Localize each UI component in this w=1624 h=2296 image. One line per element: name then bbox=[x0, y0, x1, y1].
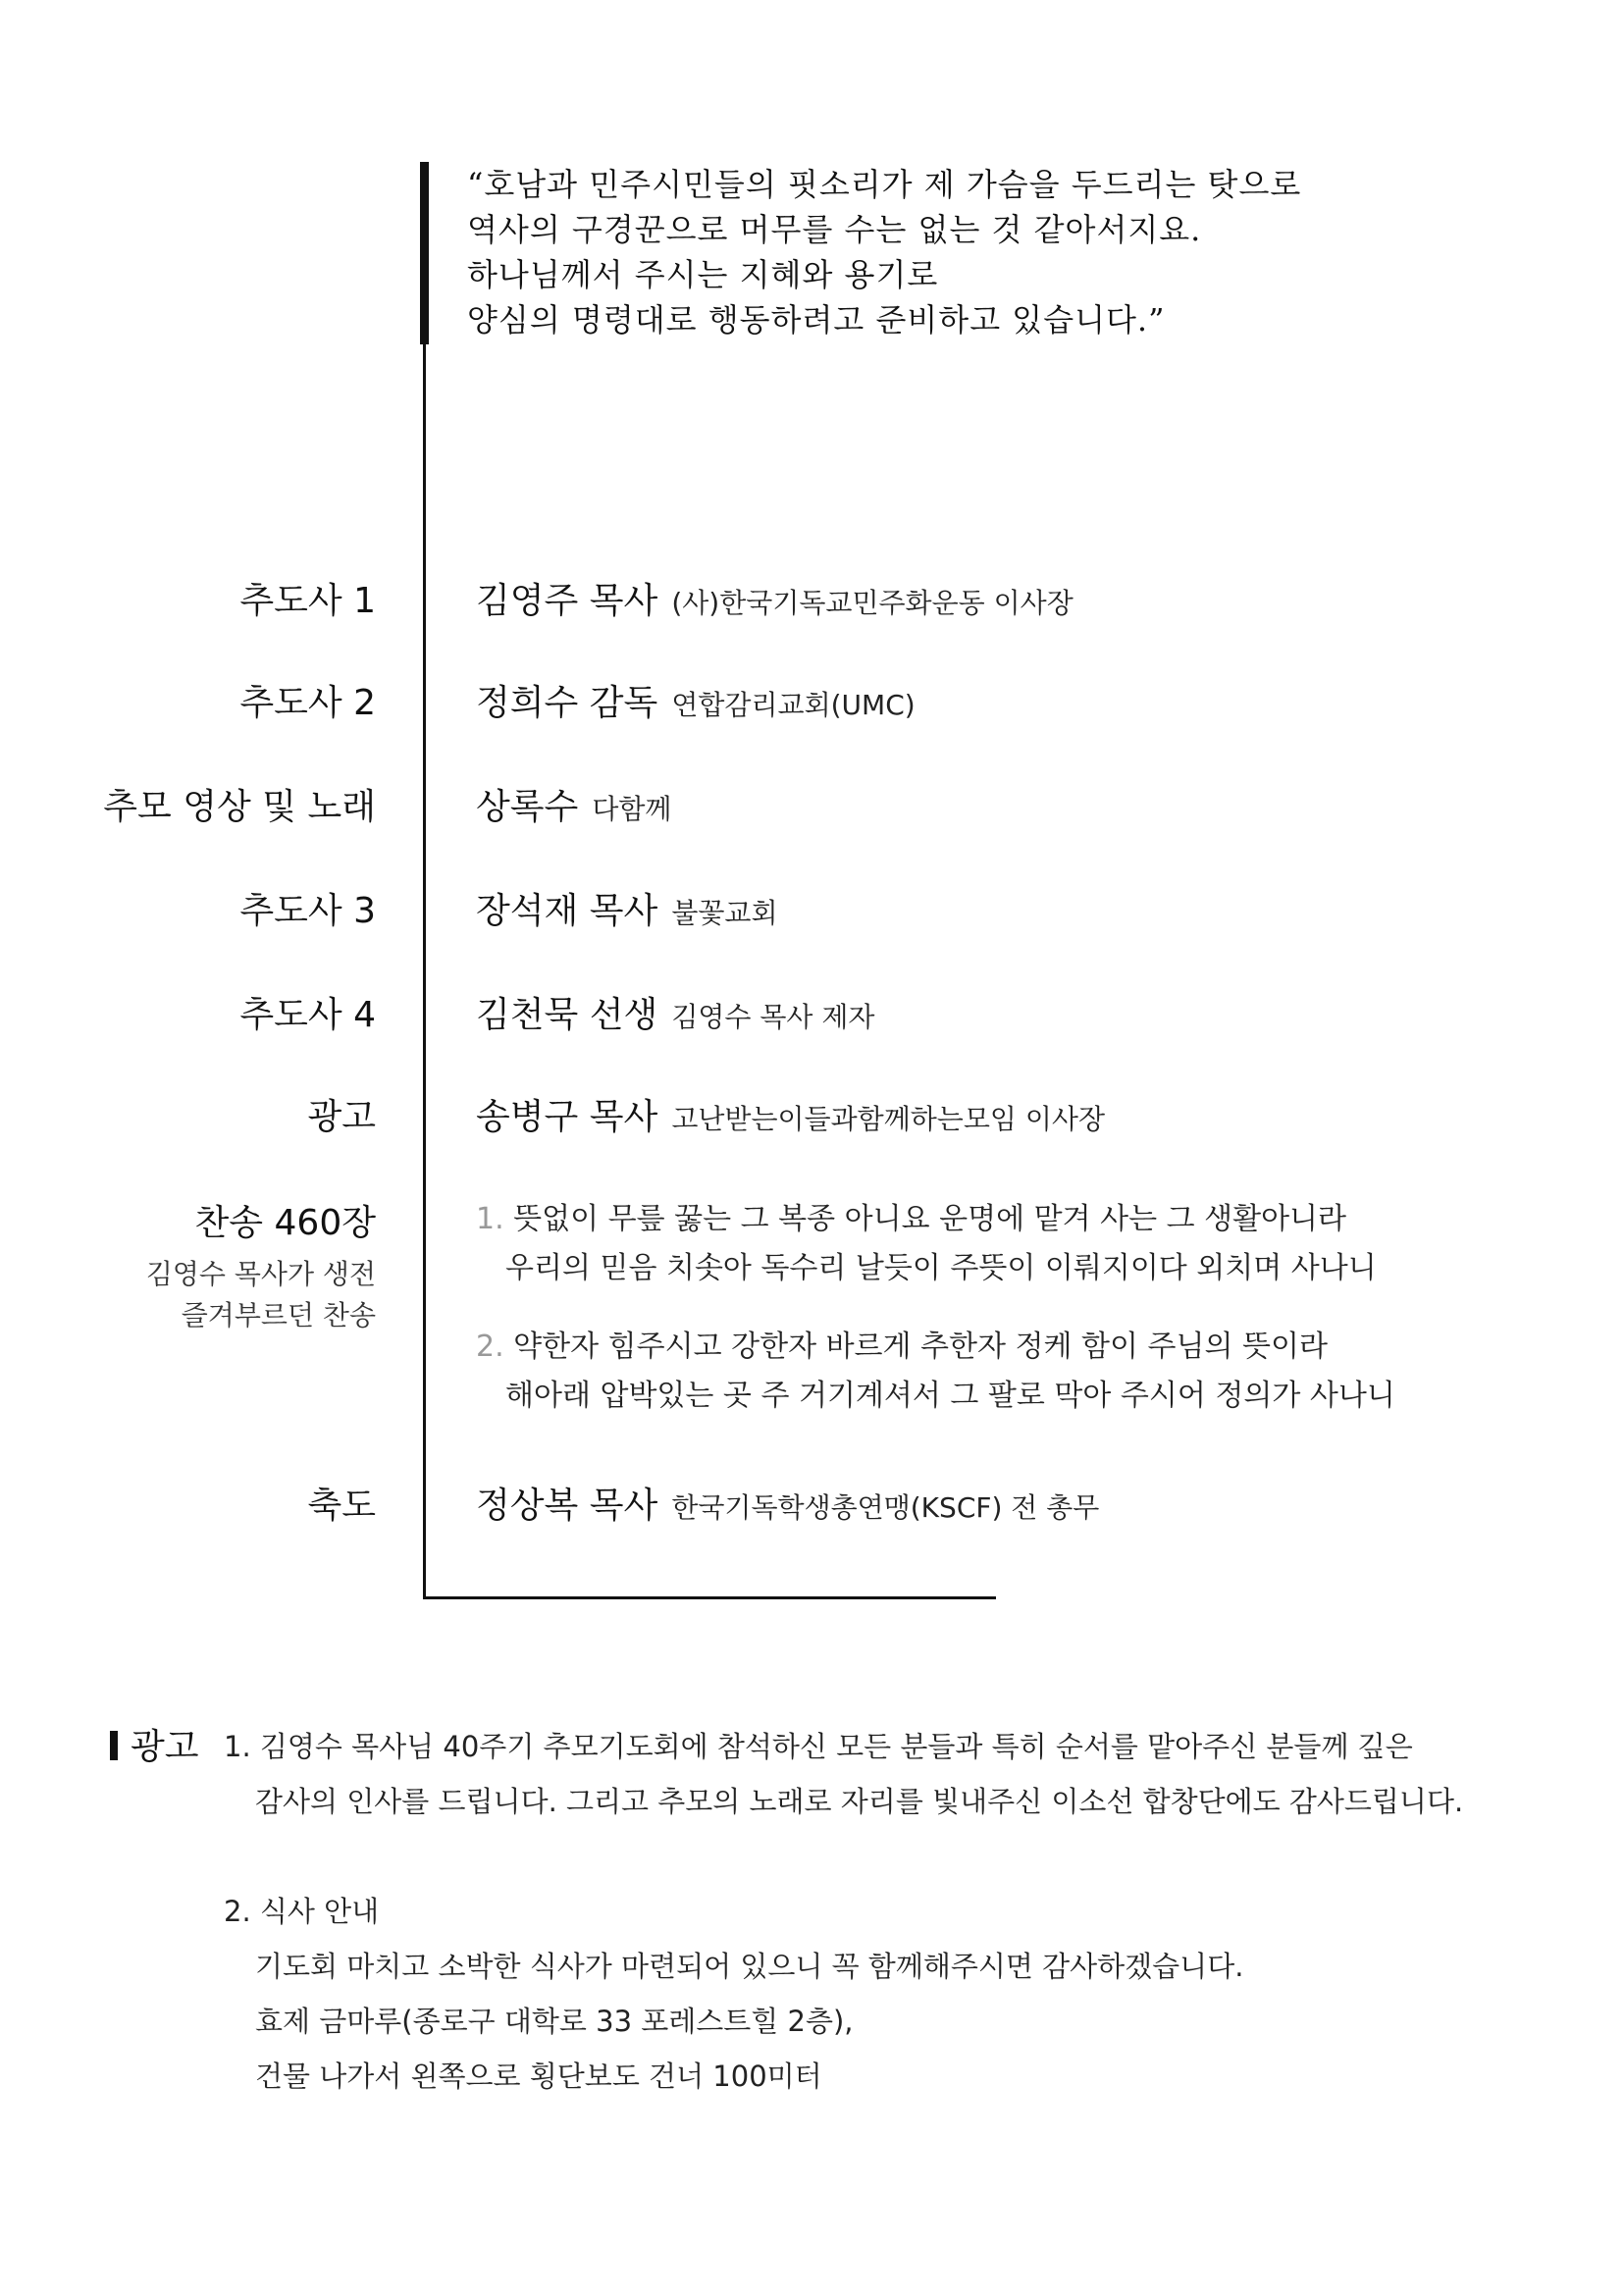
speaker-desc: 한국기독학생총연맹(KSCF) 전 총무 bbox=[671, 1491, 1100, 1524]
program-entry-eulogy-2 bbox=[476, 675, 916, 725]
notice-title: 광고 bbox=[131, 1727, 199, 1767]
notice-item-1-line: 1. 김영수 목사님 40주기 추모기도회에 참석하신 모든 분들과 특히 순서를 맡아주신 분들께 깊은 bbox=[224, 1730, 1413, 1763]
speaker-desc: 다함께 bbox=[592, 793, 672, 825]
hymn-subtitle-line: 즐겨부르던 찬송 bbox=[181, 1299, 376, 1331]
speaker-name: 장석재 목사 bbox=[476, 891, 658, 931]
quote-line: 역사의 구경꾼으로 머무를 수는 없는 것 같아서지요. bbox=[467, 211, 1202, 248]
speaker-name: 상록수 bbox=[476, 787, 579, 827]
verse-number: 2. bbox=[476, 1330, 504, 1364]
speaker-name: 김영주 목사 bbox=[476, 581, 658, 621]
speaker-name: 김천묵 선생 bbox=[476, 995, 658, 1035]
program-entry-benediction bbox=[476, 1478, 1099, 1528]
hymn-subtitle bbox=[146, 1254, 376, 1336]
speaker-desc: (사)한국기독교민주화운동 이사장 bbox=[671, 587, 1074, 619]
program-label-benediction: 축도 bbox=[307, 1486, 376, 1526]
notice-item-2-line: 건물 나가서 왼쪽으로 횡단보도 건너 100미터 bbox=[255, 2060, 822, 2093]
program-entry-memorial-video bbox=[476, 779, 671, 829]
program-label-eulogy-4: 추도사 4 bbox=[239, 995, 376, 1035]
verse-number: 1. bbox=[476, 1202, 504, 1236]
program-entry-eulogy-4 bbox=[476, 987, 874, 1037]
notice-item-2-line: 효제 금마루(종로구 대학로 33 포레스트힐 2층), bbox=[255, 2005, 854, 2038]
program-label-eulogy-2: 추도사 2 bbox=[239, 683, 376, 723]
notice-item-2-title: 2. 식사 안내 bbox=[224, 1895, 380, 1928]
speaker-desc: 연합감리교회(UMC) bbox=[671, 689, 916, 721]
verse-line: 약한자 힘주시고 강한자 바르게 추한자 정케 함이 주님의 뜻이라 bbox=[513, 1330, 1328, 1364]
verse-line: 해아래 압박있는 곳 주 거기계셔서 그 팔로 막아 주시어 정의가 사나니 bbox=[505, 1379, 1395, 1413]
quote-block bbox=[467, 162, 1448, 342]
notice-item-2-line: 기도회 마치고 소박한 식사가 마련되어 있으니 꼭 함께해주시면 감사하겠습니다. bbox=[255, 1950, 1244, 1983]
speaker-desc: 김영수 목사 제자 bbox=[671, 1001, 875, 1033]
program-entry-eulogy-1 bbox=[476, 573, 1074, 623]
program-vertical-divider bbox=[423, 162, 426, 1599]
speaker-name: 정희수 감독 bbox=[476, 683, 658, 723]
speaker-desc: 불꽃교회 bbox=[671, 897, 778, 929]
hymn-verse-2 bbox=[476, 1323, 1395, 1421]
verse-line: 우리의 믿음 치솟아 독수리 날듯이 주뜻이 이뤄지이다 외치며 사나니 bbox=[505, 1251, 1377, 1285]
program-label-announcement: 광고 bbox=[307, 1097, 376, 1137]
speaker-name: 정상복 목사 bbox=[476, 1486, 658, 1526]
notice-body bbox=[224, 1719, 1463, 2104]
program-label-eulogy-3: 추도사 3 bbox=[239, 891, 376, 931]
program-bottom-divider bbox=[423, 1596, 996, 1599]
hymn-verse-1 bbox=[476, 1195, 1377, 1293]
speaker-name: 송병구 목사 bbox=[476, 1097, 658, 1137]
speaker-desc: 고난받는이들과함께하는모임 이사장 bbox=[671, 1103, 1105, 1135]
notice-item-1-line: 감사의 인사를 드립니다. 그리고 추모의 노래로 자리를 빛내주신 이소선 합창단에도 감사드립니다. bbox=[255, 1785, 1464, 1818]
program-entry-eulogy-3 bbox=[476, 883, 778, 933]
hymn-subtitle-line: 김영수 목사가 생전 bbox=[145, 1258, 376, 1290]
program-label-memorial-video: 추모 영상 및 노래 bbox=[103, 787, 376, 827]
program-label-hymn: 찬송 460장 bbox=[194, 1203, 376, 1243]
quote-line: 양심의 명령대로 행동하려고 준비하고 있습니다.” bbox=[467, 301, 1166, 339]
quote-line: 하나님께서 주시는 지혜와 용기로 bbox=[467, 256, 939, 293]
verse-line: 뜻없이 무릎 꿇는 그 복종 아니요 운명에 맡겨 사는 그 생활아니라 bbox=[513, 1202, 1347, 1236]
quote-line: “호남과 민주시민들의 핏소리가 제 가슴을 두드리는 탓으로 bbox=[467, 166, 1302, 203]
program-entry-announcement bbox=[476, 1089, 1105, 1139]
notice-bullet-icon bbox=[110, 1731, 118, 1760]
program-label-eulogy-1: 추도사 1 bbox=[239, 581, 376, 621]
